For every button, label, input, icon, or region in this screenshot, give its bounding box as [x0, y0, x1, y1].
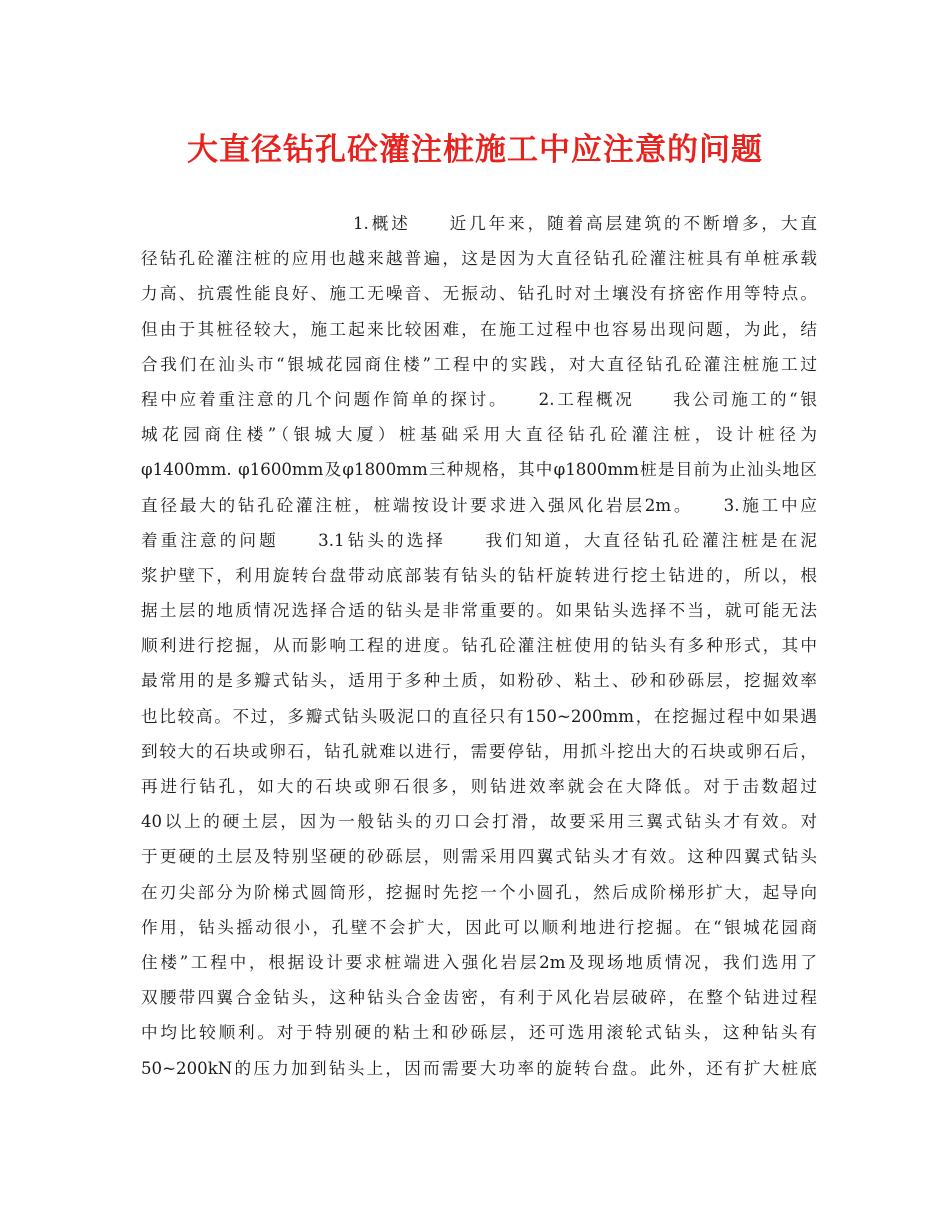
- document-body: [141, 206, 817, 1086]
- document-title: 大直径钻孔砼灌注桩施工中应注意的问题: [187, 132, 763, 168]
- text-line: 程中应着重注意的几个问题作简单的探讨。 2.工程概况 我公司施工的“银: [141, 389, 817, 409]
- text-line: 力高、抗震性能良好、施工无噪音、无振动、钻孔时对土壤没有挤密作用等特点。: [141, 284, 817, 304]
- text-line: 50~200kN的压力加到钻头上，因而需要大功率的旋转台盘。此外，还有扩大桩底: [141, 1058, 817, 1078]
- text-line: 径钻孔砼灌注桩的应用也越来越普遍，这是因为大直径钻孔砼灌注桩具有单桩承载: [141, 249, 817, 269]
- text-line: 城花园商住楼”（银城大厦）桩基础采用大直径钻孔砼灌注桩，设计桩径为: [141, 425, 817, 445]
- text-line: 再进行钻孔，如大的石块或卵石很多，则钻进效率就会在大降低。对于击数超过: [141, 777, 817, 796]
- text-line: 中均比较顺利。对于特别硬的粘土和砂砾层，还可选用滚轮式钻头，这种钻头有: [141, 1023, 817, 1043]
- text-line: φ1400mm. φ1600mm及φ1800mm三种规格，其中φ1800mm桩是目前为止汕头地区: [141, 460, 817, 480]
- text-line: 最常用的是多瓣式钻头，适用于多种土质，如粉砂、粘土、砂和砂砾层，挖掘效率: [141, 671, 817, 691]
- text-line: 住楼”工程中，根据设计要求桩端进入强化岩层2m及现场地质情况，我们选用了: [141, 952, 817, 972]
- text-line: 但由于其桩径较大，施工起来比较困难，在施工过程中也容易出现问题，为此，结: [141, 319, 817, 339]
- text-line: 1.概述 近几年来，随着高层建筑的不断增多，大直: [353, 214, 817, 233]
- text-line: 顺利进行挖掘，从而影响工程的进度。钻孔砼灌注桩使用的钻头有多种形式，其中: [141, 636, 817, 656]
- text-line: 合我们在汕头市“银城花园商住楼”工程中的实践，对大直径钻孔砼灌注桩施工过: [141, 354, 817, 374]
- text-line: 在刃尖部分为阶梯式圆筒形，挖掘时先挖一个小圆孔，然后成阶梯形扩大，起导向: [141, 882, 817, 902]
- text-line: 作用，钻头摇动很小，孔壁不会扩大，因此可以顺利地进行挖掘。在“银城花园商: [141, 917, 817, 937]
- text-line: 据土层的地质情况选择合适的钻头是非常重要的。如果钻头选择不当，就可能无法: [141, 601, 817, 621]
- text-line: 于更硬的土层及特别坚硬的砂砾层，则需采用四翼式钻头才有效。这种四翼式钻头: [141, 847, 817, 867]
- text-line: 直径最大的钻孔砼灌注桩，桩端按设计要求进入强风化岩层2m。 3.施工中应: [141, 495, 817, 515]
- text-line: 着重注意的问题 3.1钻头的选择 我们知道，大直径钻孔砼灌注桩是在泥: [141, 530, 817, 550]
- text-line: 到较大的石块或卵石，钻孔就难以进行，需要停钻，用抓斗挖出大的石块或卵石后，: [141, 741, 817, 761]
- text-line: 浆护壁下，利用旋转台盘带动底部装有钻头的钻杆旋转进行挖土钻进的，所以，根: [141, 565, 817, 585]
- text-line: 40以上的硬土层，因为一般钻头的刃口会打滑，故要采用三翼式钻头才有效。对: [141, 812, 817, 832]
- text-line: 也比较高。不过，多瓣式钻头吸泥口的直径只有150~200mm，在挖掘过程中如果遇: [141, 706, 817, 726]
- text-line: 双腰带四翼合金钻头，这种钻头合金齿密，有利于风化岩层破碎，在整个钻进过程: [141, 988, 817, 1008]
